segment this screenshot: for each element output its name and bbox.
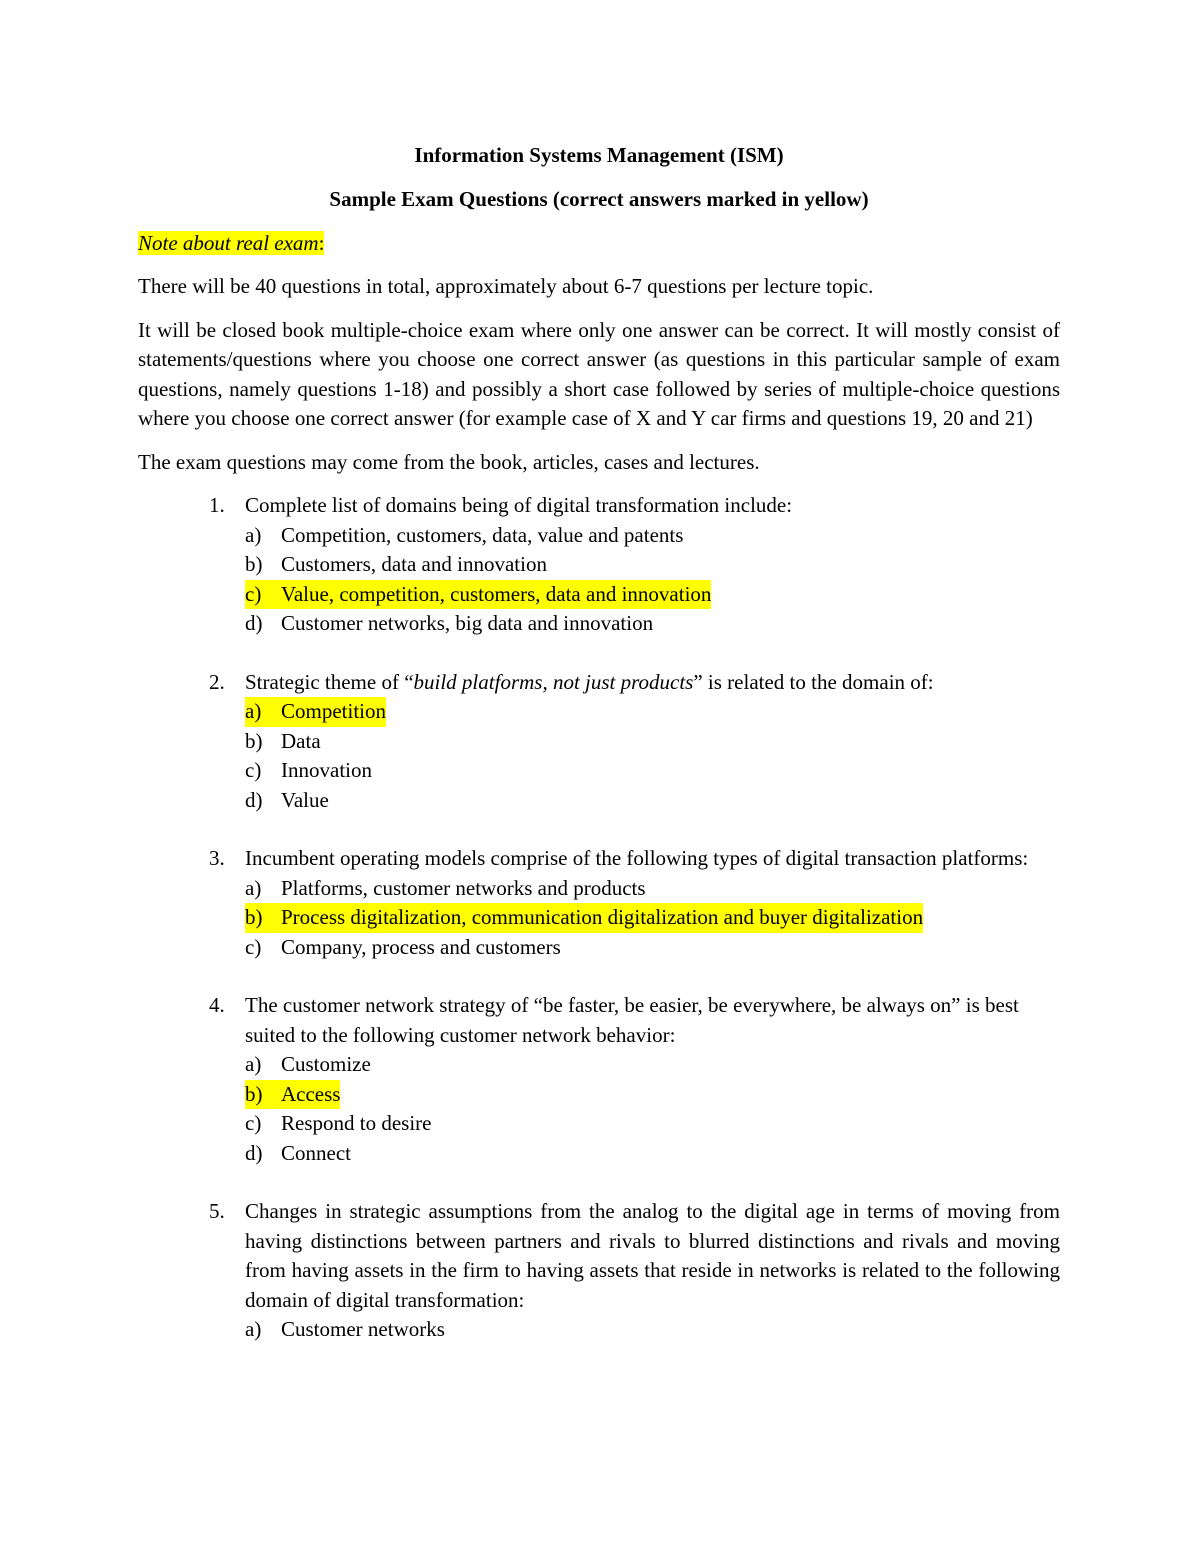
- answer-option-correct: [245, 1080, 1060, 1110]
- question-text-part: Strategic theme of “: [245, 669, 414, 694]
- option-text: Respond to desire: [281, 1111, 432, 1135]
- option-text: Customer networks, big data and innovation: [281, 611, 654, 635]
- question-number: 3.: [209, 846, 225, 870]
- option-letter: d): [245, 1140, 263, 1165]
- question-2: [209, 668, 1060, 816]
- intro-paragraph-2: It will be closed book multiple-choice exam where only one answer can be correct. It will mostly consist of statements/questions where you choose one correct answer (as questions in this particular sample of exam questions, namely questions 1-18) and possibly a short case followed by series of multiple-choice questions where you choose one correct answer (for example case of X and Y car firms and questions 19, 20 and 21): [138, 317, 1060, 430]
- answer-option: [245, 1109, 1060, 1139]
- option-letter: c): [245, 1111, 262, 1135]
- option-text: Customer networks: [281, 1317, 445, 1341]
- option-text: Customize: [281, 1052, 371, 1076]
- option-text: Data: [281, 728, 321, 753]
- option-letter: c): [245, 934, 262, 959]
- question-text: Incumbent operating models comprise of the following types of digital transaction platforms:: [245, 846, 1029, 870]
- option-text: Access: [281, 1081, 341, 1106]
- answer-option: [245, 786, 1060, 816]
- option-letter: a): [245, 699, 262, 723]
- question-text: [245, 668, 1060, 698]
- answer-option: [245, 1139, 1060, 1169]
- answer-option-correct: [245, 697, 1060, 727]
- option-letter: a): [245, 522, 262, 547]
- answer-option: [245, 933, 1060, 963]
- answer-option: [245, 727, 1060, 757]
- option-letter: b): [245, 728, 263, 753]
- question-number: 1.: [209, 493, 225, 517]
- answer-option: [245, 1050, 1060, 1080]
- option-text: Competition: [281, 699, 386, 723]
- option-letter: a): [245, 875, 262, 900]
- option-text: Connect: [281, 1140, 351, 1165]
- option-letter: b): [245, 1081, 263, 1106]
- question-5: [209, 1197, 1060, 1345]
- answer-option: [245, 1315, 1060, 1345]
- answer-option: [245, 550, 1060, 580]
- option-letter: c): [245, 758, 262, 782]
- question-text-part: ” is related to the domain of:: [693, 669, 934, 694]
- option-text: Process digitalization, communication digitalization and buyer digitalization: [281, 905, 924, 929]
- option-text: Innovation: [281, 758, 372, 782]
- answer-option: [245, 874, 1060, 904]
- question-number: 2.: [209, 669, 225, 694]
- question-1: [209, 491, 1060, 639]
- intro-paragraph-1: There will be 40 questions in total, approximately about 6-7 questions per lecture topic.: [138, 274, 874, 298]
- document-page: [138, 140, 1060, 1374]
- answer-option: [245, 521, 1060, 551]
- question-3: [209, 844, 1060, 962]
- option-text: Platforms, customer networks and products: [281, 875, 646, 900]
- intro-paragraph-3: The exam questions may come from the book, articles, cases and lectures.: [138, 449, 760, 474]
- option-text: Value, competition, customers, data and innovation: [281, 581, 712, 606]
- document-title: Information Systems Management (ISM): [414, 143, 784, 167]
- question-number: 5.: [209, 1199, 225, 1223]
- answer-option-correct: [245, 580, 1060, 610]
- document-subtitle: Sample Exam Questions (correct answers marked in yellow): [329, 187, 869, 211]
- option-letter: d): [245, 611, 263, 635]
- question-text: The customer network strategy of “be faster, be easier, be everywhere, be always on” is best suited to the following customer network behavior:: [245, 993, 1019, 1047]
- question-4: [209, 991, 1060, 1168]
- note-colon: :: [318, 231, 325, 255]
- note-heading: [138, 228, 1060, 258]
- answer-option: [245, 756, 1060, 786]
- answer-option-correct: [245, 903, 1060, 933]
- option-letter: b): [245, 552, 263, 576]
- option-text: Value: [281, 787, 329, 812]
- option-letter: d): [245, 787, 263, 812]
- option-letter: a): [245, 1052, 262, 1076]
- note-label: Note about real exam: [138, 231, 319, 255]
- question-number: 4.: [209, 993, 225, 1017]
- option-text: Customers, data and innovation: [281, 552, 547, 576]
- option-text: Company, process and customers: [281, 934, 561, 959]
- option-text: Competition, customers, data, value and patents: [281, 522, 684, 547]
- question-text: Changes in strategic assumptions from the analog to the digital age in terms of moving from having distinctions between partners and rivals to blurred distinctions and rivals and moving from having assets in the firm to having assets that reside in networks is related to the following domain of digital transformation:: [245, 1199, 1060, 1312]
- answer-option: [245, 609, 1060, 639]
- option-letter: c): [245, 581, 262, 606]
- question-quote: build platforms, not just products: [413, 669, 694, 694]
- option-letter: b): [245, 905, 263, 929]
- option-letter: a): [245, 1317, 262, 1341]
- question-text: Complete list of domains being of digital transformation include:: [245, 493, 793, 517]
